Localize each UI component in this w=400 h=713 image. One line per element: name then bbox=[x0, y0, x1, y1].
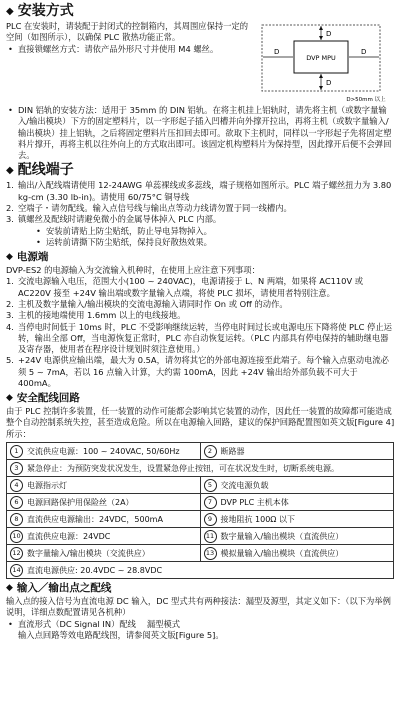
circled-number-icon: 3 bbox=[10, 462, 23, 475]
safety-table-cell bbox=[200, 528, 394, 545]
safety-table-text: 模拟量输入/输出模块（直流供应） bbox=[220, 548, 344, 558]
install-clearance-diagram bbox=[258, 21, 398, 105]
safety-table-cell bbox=[7, 545, 201, 562]
circled-number-icon: 2 bbox=[204, 445, 217, 458]
safety-table-cell bbox=[7, 443, 201, 460]
safety-table-cell bbox=[200, 545, 394, 562]
section-io-title: ◆ 输入／输出点之配线 bbox=[6, 582, 112, 595]
diamond-bullet-icon: ◆ bbox=[6, 6, 14, 17]
safety-table-text: 电源指示灯 bbox=[27, 480, 67, 490]
safety-table-text: 接地阻抗 100Ω 以下 bbox=[220, 514, 295, 524]
safety-table-cell bbox=[7, 494, 201, 511]
safety-table-row bbox=[7, 528, 394, 545]
diamond-bullet-icon: ◆ bbox=[6, 583, 13, 594]
safety-table-text: 直流供应电源：24VDC bbox=[27, 531, 111, 541]
circled-number-icon: 10 bbox=[10, 530, 23, 543]
safety-table-row bbox=[7, 511, 394, 528]
safety-table-row bbox=[7, 545, 394, 562]
circled-number-icon: 13 bbox=[204, 547, 217, 560]
install-bullet-din: • DIN 铝轨的安装方法：适用于 35mm 的 DIN 铝轨。在将主机挂上铝轨时，请先将主机（或数字量输入/输出模块）下方的固定塑料片，以一字形起子插入凹槽并向外撑开拉出，再将主机（或数字量输入/输出模块）挂上铝轨，之后将固定塑料片压扣回去即可。欲取下主机时，同样以一字形起子先将固定塑料片撑开，再将主机以往外向上的方式取出即可。该固定机构塑料片为保持型，因此撑开后便不会弹回去。 bbox=[8, 105, 392, 161]
safety-intro: 由于 PLC 控制许多装置，任一装置的动作可能都会影响其它装置的动作，因此任一装置的故障都可能造成整个自动控制系统失控，甚至造成危险。所以在电源输入回路，建议的保护回路配置图如英文版[Figure 4]所示： bbox=[6, 406, 395, 439]
safety-table-cell bbox=[7, 511, 201, 528]
safety-table-cell bbox=[7, 460, 394, 477]
safety-table-row bbox=[7, 443, 394, 460]
circled-number-icon: 11 bbox=[204, 530, 217, 543]
safety-table-cell bbox=[7, 477, 201, 494]
safety-table-cell bbox=[7, 562, 394, 579]
safety-table-text: DVP PLC 主机本体 bbox=[220, 497, 289, 507]
power-item-5: 5. +24V 电源供应输出端，最大为 0.5A，请勿将其它的外部电源连接至此端子。每个输入点驱动电流必须 5 ~ 7mA，若以 16 点输入计算，大约需 100mA，因此 +24V 输出给外部负载不可大于 400mA。 bbox=[6, 355, 389, 388]
safety-table-cell bbox=[200, 511, 394, 528]
wiring-subitem-2: • 运转前请撕下防尘贴纸，保持良好散热效果。 bbox=[36, 236, 212, 247]
clearance-diagram-svg bbox=[258, 21, 398, 105]
circled-number-icon: 7 bbox=[204, 496, 217, 509]
power-intro: DVP-ES2 的电源输入为交流输入机种时，在使用上应注意下列事项： bbox=[6, 265, 260, 276]
dot-bullet-icon: • bbox=[36, 225, 41, 236]
safety-table-text: 断路器 bbox=[220, 446, 245, 456]
wiring-item-2: 2. 空端子・请勿配线。输入点信号线与输出点等动力线请勿置于同一线槽内。 bbox=[6, 202, 292, 213]
safety-table-cell bbox=[7, 528, 201, 545]
safety-table-row bbox=[7, 477, 394, 494]
diamond-bullet-icon: ◆ bbox=[6, 165, 14, 177]
circled-number-icon: 6 bbox=[10, 496, 23, 509]
safety-table-text: 数字量输入/输出模块（交流供应） bbox=[27, 548, 150, 558]
safety-table-row bbox=[7, 460, 394, 477]
wiring-item-3: 3. 镇螺丝及配线时请避免微小的金属导体掉入 PLC 内部。 bbox=[6, 214, 222, 225]
circled-number-icon: 8 bbox=[10, 513, 23, 526]
safety-table-text: 交流电源负载 bbox=[220, 480, 269, 490]
circled-number-icon: 9 bbox=[204, 513, 217, 526]
circled-number-icon: 4 bbox=[10, 479, 23, 492]
safety-table-row bbox=[7, 562, 394, 579]
circled-number-icon: 5 bbox=[204, 479, 217, 492]
dot-bullet-icon: • bbox=[36, 236, 41, 247]
circled-number-icon: 14 bbox=[10, 564, 23, 577]
diagram-mpu-label: DVP MPU bbox=[306, 54, 336, 62]
circled-number-icon: 1 bbox=[10, 445, 23, 458]
diagram-d-left: D bbox=[274, 48, 280, 56]
safety-table-text: 直流供应电源输出：24VDC，500mA bbox=[27, 514, 163, 524]
install-bullet-screw: • 直接锁螺丝方式：请依产品外形尺寸并使用 M4 螺丝。 bbox=[8, 43, 219, 54]
diamond-bullet-icon: ◆ bbox=[6, 252, 13, 263]
safety-table-text: 数字量输入/输出模块（直流供应） bbox=[220, 531, 344, 541]
safety-table-text: 直流电源供应: 20.4VDC ~ 28.8VDC bbox=[27, 565, 163, 575]
io-intro: 输入点的接入信号为直流电源 DC 输入，DC 型式共有两种接法：漏型及源型，其定义如下：（以下为举例说明，详细点数配置请见各机种） bbox=[6, 596, 391, 618]
power-item-3: 3. 主机的接地端使用 1.6mm 以上的电线接地。 bbox=[6, 310, 186, 321]
dot-bullet-icon: • bbox=[8, 105, 13, 115]
section-install-title: ◆ 安装方式 bbox=[6, 3, 74, 19]
install-intro: PLC 在安装时，请装配于封闭式的控制箱内，其周围应保持一定的空间（如图所示），以确保 PLC 散热功能正常。 bbox=[6, 21, 249, 43]
safety-table-cell bbox=[200, 443, 394, 460]
safety-table-cell bbox=[200, 494, 394, 511]
power-item-2: 2. 主机及数字量输入/输出模块的交流电源输入请同时作 On 或 Off 的动作。 bbox=[6, 298, 288, 309]
section-power-title: ◆ 电源端 bbox=[6, 251, 49, 264]
dot-bullet-icon: • bbox=[8, 618, 13, 629]
diagram-d-right: D bbox=[361, 48, 367, 56]
safety-table-row bbox=[7, 494, 394, 511]
safety-table-cell bbox=[200, 477, 394, 494]
safety-table-text: 交流供应电源：100 ~ 240VAC, 50/60Hz bbox=[27, 446, 180, 456]
safety-table-text: 紧急停止：为预防突发状况发生，设置紧急停止按钮，可在状况发生时，切断系统电源。 bbox=[27, 463, 339, 473]
io-bullet: • 直流形式（DC Signal IN）配线 漏型模式 bbox=[8, 618, 181, 629]
diamond-bullet-icon: ◆ bbox=[6, 393, 13, 404]
wiring-item-1: 1. 输出/入配线端请使用 12-24AWG 单蕊裸线或多蕊线，端子规格如图所示。PLC 端子螺丝扭力为 3.80 kg-cm (3.30 lb-in)。请使用 60/75°C 铜导线 bbox=[6, 180, 392, 202]
power-item-1: 1. 交流电源输入电压，范围大小(100 ~ 240VAC)，电源请接于 L、N 两端，如果将 AC110V 或 AC220V 接至 +24V 输出端或数字量输入点端，将使 PLC 损坏，请使用者特别注意。 bbox=[6, 276, 364, 298]
diagram-d-bottom: D bbox=[326, 79, 332, 87]
io-sub: 输入点回路等效电路配线图，请参阅英文版[Figure 5]。 bbox=[18, 629, 224, 640]
section-safety-title: ◆ 安全配线回路 bbox=[6, 392, 80, 405]
dot-bullet-icon: • bbox=[8, 43, 13, 54]
section-wiring-title: ◆ 配线端子 bbox=[6, 162, 74, 179]
diagram-note: D>50mm 以上 bbox=[346, 97, 386, 103]
power-item-4: 4. 当停电时间低于 10ms 时，PLC 不受影响继续运转，当停电时间过长或电源电压下降将使 PLC 停止运转，输出全部 Off，当电源恢复正常时，PLC 亦自动恢复运转。（PLC 内部具有停电保持的辅助继电器及寄存器，使用者在程序设计规划时须注意使用。） bbox=[6, 321, 392, 355]
diagram-d-top: D bbox=[326, 30, 332, 38]
wiring-subitem-1: • 安装前请贴上防尘贴纸，防止导电异物掉入。 bbox=[36, 225, 212, 236]
safety-legend-table bbox=[6, 442, 394, 579]
safety-table-text: 电源回路保护用保险丝（2A） bbox=[27, 497, 134, 507]
circled-number-icon: 12 bbox=[10, 547, 23, 560]
